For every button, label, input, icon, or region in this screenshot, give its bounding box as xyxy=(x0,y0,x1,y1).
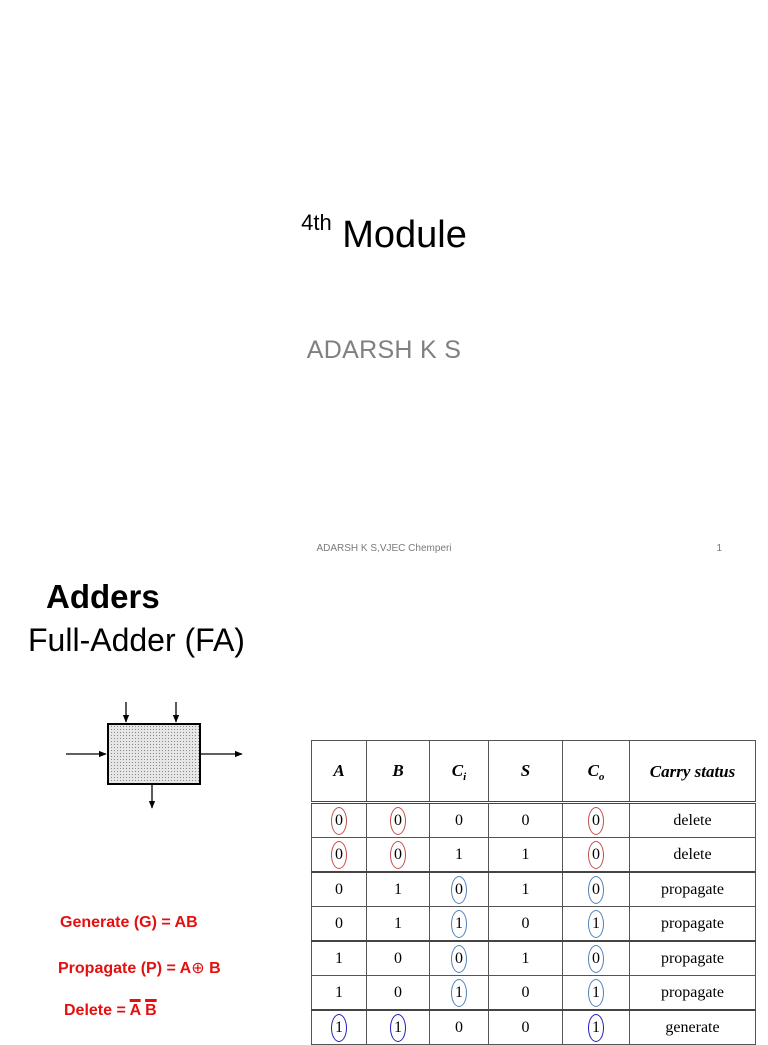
cell-value: 1 xyxy=(451,910,467,938)
generate-label: Generate (G) = AB xyxy=(60,914,198,931)
cell-co xyxy=(563,803,630,838)
cell-value: 1 xyxy=(331,1014,347,1042)
header-co-subscript: o xyxy=(598,771,605,783)
cell-s xyxy=(489,872,563,907)
cell-value: 1 xyxy=(521,949,530,967)
cell-value: 0 xyxy=(521,811,530,829)
table-row xyxy=(312,838,756,873)
cell-co xyxy=(563,1010,630,1045)
delete-prefix: Delete = xyxy=(64,1002,130,1019)
table-row xyxy=(312,803,756,838)
cell-value: 0 xyxy=(521,983,530,1001)
cell-status: delete xyxy=(630,803,756,838)
slide-subtitle: ADARSH K S xyxy=(306,336,462,364)
table-row xyxy=(312,907,756,942)
slide-title xyxy=(0,210,768,257)
cell-value: 1 xyxy=(390,1014,406,1042)
cell-value: 0 xyxy=(588,945,604,973)
header-ci-base: C xyxy=(451,761,464,780)
cell-a xyxy=(312,838,367,873)
header-s: S xyxy=(489,741,563,803)
propagate-prefix: Propagate (P) = A xyxy=(58,960,192,977)
cell-value: 1 xyxy=(588,1014,604,1042)
cell-b xyxy=(367,803,430,838)
cell-a xyxy=(312,976,367,1011)
cell-value: 0 xyxy=(521,1018,530,1036)
propagate-label xyxy=(58,958,221,978)
cell-value: 0 xyxy=(451,945,467,973)
cell-value: 0 xyxy=(451,876,467,904)
cell-b xyxy=(367,907,430,942)
title-main: Module xyxy=(342,214,467,256)
cell-s xyxy=(489,1010,563,1045)
cell-co xyxy=(563,907,630,942)
header-co-base: C xyxy=(587,761,599,780)
header-b: B xyxy=(367,741,430,803)
cell-value: 1 xyxy=(521,845,530,863)
xor-symbol: ⊕ xyxy=(191,960,205,977)
cell-value: 1 xyxy=(335,949,343,967)
cell-value: 0 xyxy=(390,841,406,869)
cell-a xyxy=(312,1010,367,1045)
cell-co xyxy=(563,941,630,976)
cell-a xyxy=(312,907,367,942)
cell-status: propagate xyxy=(630,976,756,1011)
table-header-row xyxy=(312,741,756,803)
cell-b xyxy=(367,976,430,1011)
cell-value: 1 xyxy=(394,880,402,898)
cell-status: generate xyxy=(630,1010,756,1045)
cell-s xyxy=(489,941,563,976)
header-co xyxy=(563,741,630,803)
cell-value: 0 xyxy=(588,876,604,904)
table-row xyxy=(312,976,756,1011)
cell-s xyxy=(489,803,563,838)
cell-value: 1 xyxy=(588,979,604,1007)
cell-ci xyxy=(430,803,489,838)
header-ci xyxy=(430,741,489,803)
cell-value: 0 xyxy=(394,983,402,1001)
cell-a xyxy=(312,803,367,838)
cell-co xyxy=(563,838,630,873)
full-adder-diagram xyxy=(66,702,246,812)
cell-value: 0 xyxy=(335,914,343,932)
truth-table xyxy=(311,740,756,1045)
cell-ci xyxy=(430,941,489,976)
cell-value: 0 xyxy=(331,841,347,869)
slide-number: 1 xyxy=(716,543,722,554)
cell-b xyxy=(367,1010,430,1045)
cell-status: propagate xyxy=(630,941,756,976)
propagate-suffix: B xyxy=(204,960,221,977)
slide-footer: ADARSH K S,VJEC Chemperi xyxy=(316,543,452,554)
cell-s xyxy=(489,838,563,873)
cell-a xyxy=(312,941,367,976)
delete-label xyxy=(64,1002,157,1020)
cell-value: 1 xyxy=(588,910,604,938)
cell-s xyxy=(489,976,563,1011)
cell-ci xyxy=(430,1010,489,1045)
delete-b-bar: $\overline{B}$ xyxy=(145,1002,157,1019)
cell-value: 0 xyxy=(521,914,530,932)
cell-status: propagate xyxy=(630,872,756,907)
header-a: A xyxy=(312,741,367,803)
title-superscript: 4th xyxy=(301,210,332,235)
cell-ci xyxy=(430,976,489,1011)
cell-value: 0 xyxy=(394,949,402,967)
cell-value: 1 xyxy=(394,914,402,932)
cell-status: propagate xyxy=(630,907,756,942)
cell-value: 1 xyxy=(521,880,530,898)
header-carry-status: Carry status xyxy=(630,741,756,803)
cell-value: 0 xyxy=(390,807,406,835)
delete-a-bar: $\overline{A}$ xyxy=(129,1002,141,1019)
cell-value: 1 xyxy=(451,979,467,1007)
adder-box xyxy=(108,724,200,784)
cell-status: delete xyxy=(630,838,756,873)
cell-b xyxy=(367,872,430,907)
cell-ci xyxy=(430,907,489,942)
cell-ci xyxy=(430,872,489,907)
cell-b xyxy=(367,941,430,976)
cell-ci xyxy=(430,838,489,873)
table-row xyxy=(312,941,756,976)
adders-slide xyxy=(0,566,768,1036)
table-row xyxy=(312,1010,756,1045)
cell-value: 0 xyxy=(455,1018,463,1036)
header-ci-subscript: i xyxy=(463,771,467,783)
cell-a xyxy=(312,872,367,907)
cell-value: 0 xyxy=(455,811,463,829)
cell-co xyxy=(563,976,630,1011)
slide-subheading: Full-Adder (FA) xyxy=(28,622,245,658)
cell-s xyxy=(489,907,563,942)
cell-b xyxy=(367,838,430,873)
cell-value: 0 xyxy=(588,841,604,869)
table-row xyxy=(312,872,756,907)
slide-heading: Adders xyxy=(46,578,160,615)
cell-co xyxy=(563,872,630,907)
cell-value: 1 xyxy=(335,983,343,1001)
cell-value: 1 xyxy=(455,845,463,863)
cell-value: 0 xyxy=(588,807,604,835)
cell-value: 0 xyxy=(331,807,347,835)
cell-value: 0 xyxy=(335,880,343,898)
